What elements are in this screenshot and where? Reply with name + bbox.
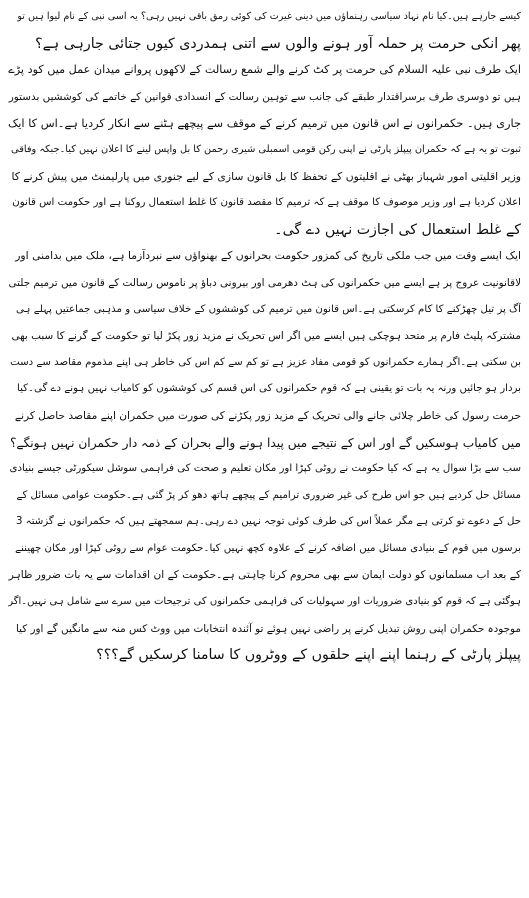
paragraph	[8, 456, 521, 669]
paragraph-line: مشترکہ پلیٹ فارم پر متحد ہوچکی ہیں ایسے میں اگر اس تحریک نے مزید زور پکڑ لیا تو حکومت کے گرنے کا سبب بھی	[11, 330, 521, 343]
paragraph-line: سب سے بڑا سوال یہ ہے کہ کیا حکومت نے روٹی کپڑا اور مکان تعلیم و صحت کی فراہمی سوشل سیکورٹی جیسے بنیادی	[9, 463, 521, 475]
paragraph-line: کیسے جارہے ہیں۔کیا نام نہاد سیاسی رہنماؤں میں دینی غیرت کی کوئی رمق باقی نہیں رہی؟ یہ اسی نبی کے نام لیوا ہیں تو	[17, 11, 521, 22]
paragraph-line: موجودہ حکمران اپنی روش تبدیل کرنے پر راضی نہیں ہوئے تو آئندہ انتخابات میں ووٹ کس منہ سے مانگیں گے اور کیا	[15, 622, 521, 635]
paragraph-line: پیپلز پارٹی کے رہنما اپنے اپنے حلقوں کے ووٹروں کا سامنا کرسکیں گے؟؟؟	[96, 647, 521, 664]
paragraph-line: مسائل حل کردیے ہیں جو اس طرح کی غیر ضروری ترامیم کے پیچھے ہاتھ دھو کر پڑ گئی ہے۔حکومت عوامی مسائل کے	[16, 489, 521, 501]
paragraph-line: پھر انکی حرمت پر حملہ آور ہونے والوں سے اتنی ہمدردی کیوں جتائی جارہی ہے؟	[35, 35, 521, 52]
paragraph-line: ہوگئی ہے کہ قوم کو بنیادی ضروریات اور سہولیات کی فراہمی حکمرانوں کی ترجیحات میں سرے سے شامل ہی نہیں۔اگر	[8, 596, 521, 608]
paragraph-line: ثبوت تو یہ ہے کہ حکمران پیپلز پارٹی نے اپنی رکن قومی اسمبلی شیری رحمن کا بل واپس لینے کا اعلان نہیں کیا۔جبکہ وفاقی	[11, 143, 521, 155]
paragraph-line: میں کامیاب ہوسکیں گے اور اس کے نتیجے میں پیدا ہونے والے بحران کے ذمہ دار حکمران نہیں ہونگے؟	[9, 435, 521, 450]
paragraph-line: ایک طرف نبی علیہ السلام کی حرمت پر کٹ کرنے والے شمع رسالت کے لاکھوں پروانے میدان عمل میں کود پڑے	[8, 63, 521, 77]
paragraph-line: آگ پر تیل چھڑکنے کا کام کرسکتی ہے۔اس قانون میں ترمیم کی کوششوں کے خلاف سیاسی و مذہبی جماعتیں پہلے ہی	[16, 303, 521, 315]
paragraph-line: جاری ہیں۔ حکمرانوں نے اس قانون میں ترمیم کرنے کے موقف سے پیچھے ہٹنے سے انکار کردیا ہے۔اس کا ایک	[8, 116, 521, 131]
article-body	[8, 4, 521, 669]
paragraph	[8, 243, 521, 456]
paragraph-line: لاقانونیت عروج پر ہے ایسے میں حکمرانوں کی ہٹ دھرمی اور بیرونی دباؤ پر ناموس رسالت کے قانون میں ترمیم جلتی	[8, 276, 521, 289]
paragraph-line: وزیر اقلیتی امور شہباز بھٹی نے اقلیتوں کے تحفظ کا بل قانون سازی کے لیے جنوری میں پارلیمنٹ میں پیش کرنے کا	[11, 169, 521, 183]
paragraph-line: حرمت رسول کی خاطر چلائی جانے والی تحریک کے مزید زور پکڑنے کی صورت میں حکمران اپنے مقاصد حاصل کرنے	[14, 409, 521, 422]
paragraph	[8, 57, 521, 243]
paragraph-line: کے غلط استعمال کی اجازت نہیں دے گی۔	[274, 221, 521, 238]
paragraph-line: برسوں میں قوم کے بنیادی مسائل میں اضافہ کرنے کے علاوہ کچھ نہیں کیا۔حکومت عوام سے روٹی کپڑا اور مکان چھیننے	[15, 542, 521, 554]
paragraph-line: ایک ایسے وقت میں جب ملکی تاریخ کی کمزور حکومت بحرانوں کے بھنواؤں سے نبردآزما ہے، ملک میں بدامنی اور	[15, 249, 521, 263]
paragraph-line: اعلان کردیا ہے اور وزیر موصوف کا موقف ہے کہ ترمیم کا مقصد قانون کا غلط استعمال روکنا ہے اور حکومت اس قانون	[12, 197, 521, 209]
paragraph	[8, 4, 521, 57]
paragraph-line: ہیں تو دوسری طرف برسراقتدار طبقے کی جانب سے توہین رسالت کے انسدادی قوانین کے خاتمے کی کوششیں بدستور	[8, 90, 521, 103]
paragraph-line: کے بعد اب مسلمانوں کو دولت ایمان سے بھی محروم کرنا چاہتی ہے۔حکومت کے ان اقدامات سے یہ بات ضرور ظاہر	[8, 569, 521, 582]
paragraph-line: حل کے دعوے تو کرتی ہے مگر عملاً اس کی طرف کوئی توجہ نہیں دے رہی۔ہم سمجھتے ہیں کہ حکمرانوں نے گزشتہ 3	[16, 516, 521, 528]
paragraph-line: بردار ہو جائیں ورنہ یہ بات تو یقینی ہے کہ قوم حکمرانوں کی اس قسم کی کوششوں کو کامیاب نہیں ہونے دے گی۔کیا	[16, 383, 521, 395]
paragraph-line: بن سکتی ہے۔اگر ہمارے حکمرانوں کو قومی مفاد عزیز ہے تو کم سے کم اس کی خاطر ہی اپنے مذموم مقاصد سے دست	[10, 356, 521, 368]
